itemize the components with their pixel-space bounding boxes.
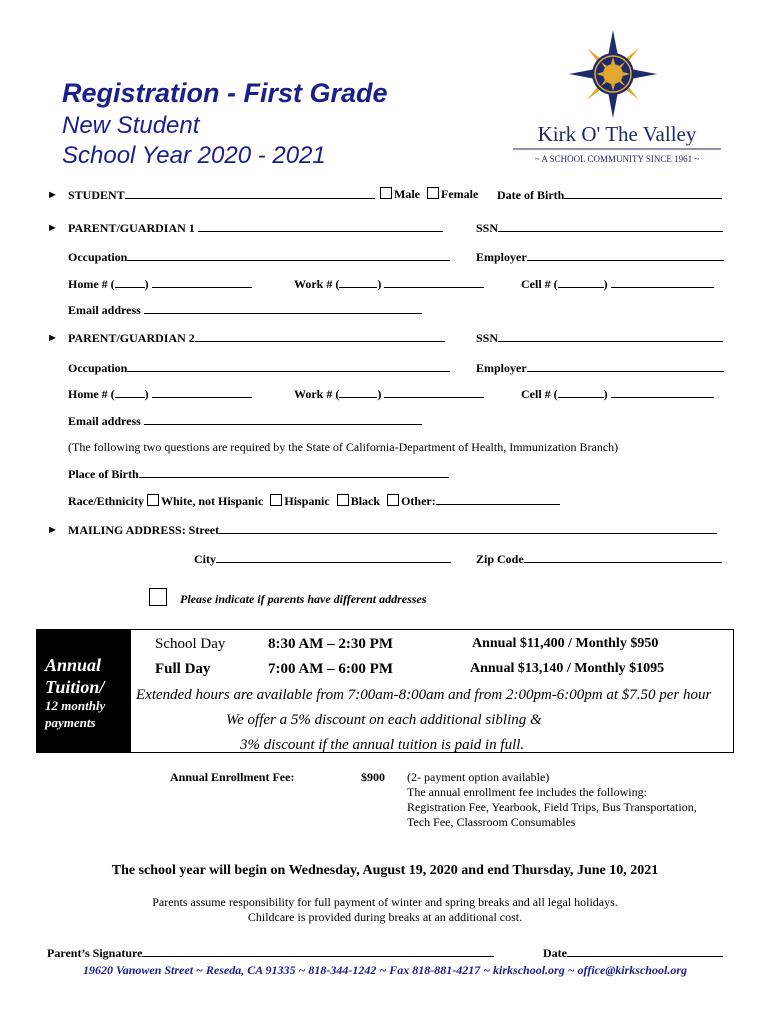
parent1-home-label: Home # — [68, 277, 108, 291]
parent2-employer-field[interactable] — [527, 360, 724, 372]
race-other-checkbox[interactable] — [387, 494, 399, 506]
female-label: Female — [441, 187, 479, 201]
parent2-email-field[interactable] — [144, 413, 422, 425]
race-other-field[interactable] — [436, 493, 560, 505]
male-checkbox[interactable] — [380, 187, 392, 199]
tuition-side-subtitle: 12 monthly payments — [45, 698, 106, 730]
parent1-work-area-field[interactable] — [339, 276, 377, 288]
tuition-side-title: Annual Tuition/ — [45, 655, 105, 697]
parent1-ssn-field[interactable] — [498, 220, 723, 232]
state-requirement-note: (The following two questions are required by the State of California-Department of Health, Immunization Branch) — [68, 440, 619, 454]
enrollment-note: Registration Fee, Yearbook, Field Trips, Bus Transportation, — [407, 800, 697, 814]
school-logo — [505, 27, 730, 172]
place-of-birth-label: Place of Birth — [68, 467, 139, 481]
bullet-arrow-icon: ► — [47, 189, 58, 201]
street-field[interactable] — [219, 522, 717, 534]
parent2-home-area-field[interactable] — [115, 386, 145, 398]
parent2-ssn-field[interactable] — [498, 330, 723, 342]
parent2-occupation-field[interactable] — [127, 360, 450, 372]
sibling-discount-note: We offer a 5% discount on each additional sibling & — [226, 712, 542, 728]
female-checkbox[interactable] — [427, 187, 439, 199]
enrollment-note: The annual enrollment fee includes the following: — [407, 785, 647, 799]
responsibility-note: Parents assume responsibility for full payment of winter and spring breaks and all legal holidays. — [152, 895, 618, 909]
parent1-email-label: Email address — [68, 303, 141, 317]
city-label: City — [194, 552, 216, 566]
race-label: Race/Ethnicity — [68, 494, 144, 508]
race-hispanic-checkbox[interactable] — [270, 494, 282, 506]
student-label: STUDENT — [68, 188, 125, 202]
mailing-label: MAILING ADDRESS: Street — [68, 523, 220, 537]
city-field[interactable] — [216, 551, 451, 563]
bullet-arrow-icon: ► — [47, 524, 58, 536]
dob-label: Date of Birth — [497, 188, 565, 202]
parent1-employer-field[interactable] — [527, 249, 724, 261]
date-label: Date — [543, 946, 567, 960]
logo-school-name: Kirk O' The Valley — [537, 122, 697, 146]
tuition-row-hours: 8:30 AM – 2:30 PM — [268, 636, 393, 652]
dob-field[interactable] — [564, 187, 722, 199]
race-ethnicity-row — [68, 493, 560, 509]
date-field[interactable] — [567, 945, 723, 957]
place-of-birth-field[interactable] — [139, 466, 449, 478]
logo-tagline: ~ A SCHOOL COMMUNITY SINCE 1961 ~ — [534, 154, 700, 164]
parent2-employer-label: Employer — [476, 361, 527, 375]
enrollment-fee-amount: $900 — [361, 770, 385, 784]
zip-label: Zip Code — [476, 552, 524, 566]
bullet-arrow-icon: ► — [47, 332, 58, 344]
compass-emblem-icon — [505, 27, 730, 172]
different-address-note: Please indicate if parents have different addresses — [180, 592, 427, 606]
parent1-home-area-field[interactable] — [115, 276, 145, 288]
parent1-occupation-field[interactable] — [127, 249, 450, 261]
bullet-arrow-icon: ► — [47, 222, 58, 234]
parent1-work-label: Work # — [294, 277, 333, 291]
parent2-work-area-field[interactable] — [339, 386, 377, 398]
parent1-label: PARENT/GUARDIAN 1 — [68, 221, 195, 235]
extended-hours-note: Extended hours are available from 7:00am-8:00am and from 2:00pm-6:00pm at $7.50 per hour — [136, 687, 712, 703]
enrollment-note: Tech Fee, Classroom Consumables — [407, 815, 576, 829]
race-option-other: Other: — [401, 494, 436, 508]
tuition-row-price: Annual $13,140 / Monthly $1095 — [470, 661, 665, 676]
parent2-work-field[interactable] — [384, 386, 484, 398]
childcare-note: Childcare is provided during breaks at an additional cost. — [247, 910, 523, 924]
parent1-email-field[interactable] — [144, 302, 422, 314]
parent1-cell-label: Cell # — [521, 277, 551, 291]
tuition-row-hours: 7:00 AM – 6:00 PM — [268, 661, 393, 677]
different-address-checkbox[interactable] — [149, 588, 167, 606]
parent2-email-label: Email address — [68, 414, 141, 428]
full-payment-discount-note: 3% discount if the annual tuition is paid in full. — [240, 737, 525, 753]
signature-field[interactable] — [142, 945, 494, 957]
race-option-hispanic: Hispanic — [284, 494, 330, 508]
parent1-home-field[interactable] — [152, 276, 252, 288]
parent2-home-field[interactable] — [152, 386, 252, 398]
parent2-cell-label: Cell # — [521, 387, 551, 401]
parent2-name-field[interactable] — [195, 330, 445, 342]
enrollment-fee-label: Annual Enrollment Fee: — [170, 770, 295, 784]
page-title: Registration - First Grade — [62, 78, 388, 108]
race-black-checkbox[interactable] — [337, 494, 349, 506]
parent2-cell-area-field[interactable] — [558, 386, 604, 398]
parent1-cell-area-field[interactable] — [558, 276, 604, 288]
parent1-ssn-label: SSN — [476, 221, 499, 235]
parent1-cell-field[interactable] — [611, 276, 714, 288]
page-subtitle-year: School Year 2020 - 2021 — [62, 142, 326, 169]
footer-contact: 19620 Vanowen Street ~ Reseda, CA 91335 ~ 818-344-1242 ~ Fax 818-881-4217 ~ kirkschool.org ~ office@kirkschool.org — [83, 963, 687, 977]
tuition-row-name: Full Day — [155, 661, 211, 677]
parent1-employer-label: Employer — [476, 250, 527, 264]
race-option-white: White, not Hispanic — [161, 494, 264, 508]
race-option-black: Black — [350, 494, 381, 508]
parent1-name-field[interactable] — [198, 220, 443, 232]
student-row — [47, 187, 58, 202]
race-white-checkbox[interactable] — [147, 494, 159, 506]
enrollment-notes — [407, 770, 697, 830]
parent2-occupation-label: Occupation — [68, 361, 128, 375]
parent2-label: PARENT/GUARDIAN 2 — [68, 331, 195, 345]
parent1-work-field[interactable] — [384, 276, 484, 288]
male-label: Male — [394, 187, 420, 201]
parent2-cell-field[interactable] — [611, 386, 714, 398]
parent2-ssn-label: SSN — [476, 331, 499, 345]
zip-field[interactable] — [524, 551, 722, 563]
parent2-home-label: Home # — [68, 387, 108, 401]
enrollment-note: (2- payment option available) — [407, 770, 550, 784]
school-year-dates: The school year will begin on Wednesday, August 19, 2020 and end Thursday, June 10, 2021 — [111, 863, 659, 878]
student-name-field[interactable] — [125, 187, 375, 199]
parent1-occupation-label: Occupation — [68, 250, 128, 264]
tuition-row-name: School Day — [155, 636, 226, 652]
signature-label: Parent’s Signature — [47, 946, 143, 960]
parent2-work-label: Work # — [294, 387, 333, 401]
tuition-row-price: Annual $11,400 / Monthly $950 — [472, 636, 659, 651]
page-subtitle-student: New Student — [62, 112, 200, 139]
